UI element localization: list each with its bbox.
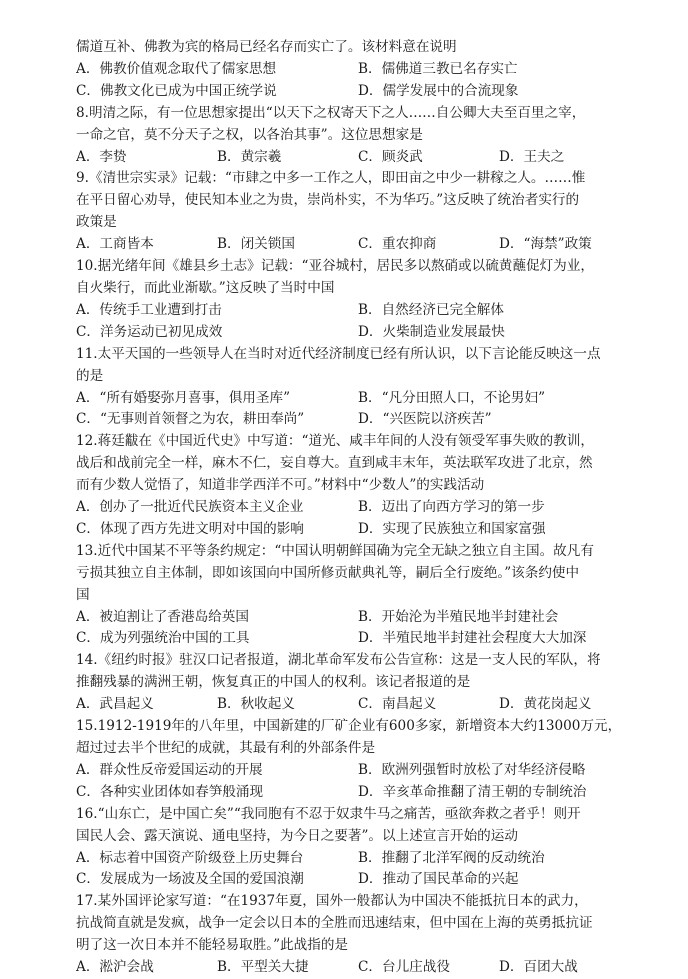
answer-option[interactable]: B．秋收起义 bbox=[217, 696, 295, 713]
question-stem-line: 国民人会、露天演说、通电坚持，为今日之要著”。以上述宣言开始的运动 bbox=[76, 827, 518, 844]
question-stem-line: 在平日留心劝导，使民知本业之为贵，崇尚朴实，不为华巧。”这反映了统治者实行的 bbox=[76, 192, 580, 209]
question-block bbox=[76, 650, 640, 716]
question-block bbox=[76, 541, 640, 651]
question-stem-line: 15.1912-1919年的八年里，中国新建的厂矿企业有600多家，新增资本大约13000万元， bbox=[76, 718, 622, 735]
question-list bbox=[76, 37, 640, 979]
answer-option[interactable]: D．黄花岗起义 bbox=[499, 696, 592, 713]
question-stem-line: 8.明清之际，有一位思想家提出“以天下之权寄天下之人……自公卿大夫至百里之宰， bbox=[76, 104, 586, 121]
answer-option[interactable]: C．“无事则首领督之为农，耕田奉尚” bbox=[76, 411, 305, 428]
answer-option[interactable]: D．“海禁”政策 bbox=[499, 236, 592, 253]
option-row bbox=[76, 388, 640, 410]
option-row bbox=[76, 497, 640, 519]
answer-option[interactable]: D．半殖民地半封建社会程度大大加深 bbox=[358, 630, 587, 647]
option-row bbox=[76, 234, 640, 256]
question-stem-line: 国 bbox=[76, 586, 90, 603]
option-row bbox=[76, 59, 640, 81]
question-stem-line: 13.近代中国某不平等条约规定：“中国认明朝鲜国确为完全无缺之独立自主国。故凡有 bbox=[76, 542, 594, 559]
answer-option[interactable]: C．各种实业团体如春笋般涌现 bbox=[76, 783, 264, 800]
question-stem-line: 12.蒋廷黻在《中国近代史》中写道：“道光、咸丰年间的人没有领受军事失败的教训， bbox=[76, 433, 594, 450]
option-row bbox=[76, 519, 640, 541]
question-stem-line: 推翻残暴的满洲王朝，恢复真正的中国人的权利。该记者报道的是 bbox=[76, 674, 471, 691]
question-block bbox=[76, 37, 640, 103]
answer-option[interactable]: C．重农抑商 bbox=[358, 236, 437, 253]
answer-option[interactable]: C．成为列强统治中国的工具 bbox=[76, 630, 250, 647]
question-stem-line: 儒道互补、佛教为宾的格局已经名存而实亡了。该材料意在说明 bbox=[76, 39, 457, 55]
answer-option[interactable]: B．黄宗羲 bbox=[217, 148, 282, 165]
option-row bbox=[76, 694, 640, 716]
question-stem-line: 10.据光绪年间《雄县乡土志》记载：“亚谷城村，居民多以熬硝或以硫黄蘸促灯为业， bbox=[76, 258, 594, 275]
answer-option[interactable]: D．“兴医院以济疾苦” bbox=[358, 411, 492, 428]
answer-option[interactable]: D．王夫之 bbox=[499, 148, 565, 165]
answer-option[interactable]: B．迈出了向西方学习的第一步 bbox=[358, 499, 545, 516]
question-block bbox=[76, 256, 640, 344]
answer-option[interactable]: B．自然经济已完全解体 bbox=[358, 301, 504, 318]
answer-option[interactable]: B．推翻了北洋军阀的反动统治 bbox=[358, 849, 545, 866]
answer-option[interactable]: A．淞沪会战 bbox=[76, 959, 154, 976]
question-stem-line: 战后和战前完全一样，麻木不仁，妄自尊大。直到咸丰末年，英法联军攻进了北京，然 bbox=[76, 455, 593, 472]
answer-option[interactable]: A．创办了一批近代民族资本主义企业 bbox=[76, 499, 304, 516]
question-block bbox=[76, 891, 640, 979]
question-block bbox=[76, 103, 640, 169]
option-row bbox=[76, 147, 640, 169]
answer-option[interactable]: B．开始沦为半殖民地半封建社会 bbox=[358, 608, 559, 625]
option-row bbox=[76, 607, 640, 629]
option-row bbox=[76, 782, 640, 804]
option-row bbox=[76, 869, 640, 891]
answer-option[interactable]: A．传统手工业遭到打击 bbox=[76, 301, 222, 318]
answer-option[interactable]: A．群众性反帝爱国运动的开展 bbox=[76, 761, 263, 778]
option-row bbox=[76, 81, 640, 103]
answer-option[interactable]: A．武昌起义 bbox=[76, 696, 154, 713]
answer-option[interactable]: B．欧洲列强暂时放松了对华经济侵略 bbox=[358, 761, 586, 778]
answer-option[interactable]: A．工商皆本 bbox=[76, 236, 154, 253]
question-stem-line: 而有少数人觉悟了，知道非学西洋不可。”材料中“少数人”的实践活动 bbox=[76, 477, 485, 494]
question-stem-line: 自火柴行，而此业渐歇。”这反映了当时中国 bbox=[76, 279, 335, 296]
question-stem-line: 9.《清世宗实录》记载：“市肆之中多一工作之人，即田亩之中少一耕稼之人。……惟 bbox=[76, 170, 586, 187]
question-stem-line: 抗战简直就是发疯，战争一定会以日本的全胜而迅速结束，但中国在上海的英勇抵抗证 bbox=[76, 915, 593, 932]
answer-option[interactable]: C．台儿庄战役 bbox=[358, 959, 450, 976]
answer-option[interactable]: A．被迫割让了香港岛给英国 bbox=[76, 608, 249, 625]
question-block bbox=[76, 344, 640, 432]
question-stem-line: 11.太平天国的一些领导人在当时对近代经济制度已经有所认识，以下言论能反映这一点 bbox=[76, 345, 601, 362]
option-row bbox=[76, 300, 640, 322]
answer-option[interactable]: B．“凡分田照人口，不论男妇” bbox=[358, 389, 546, 406]
question-stem-line: 超过过去半个世纪的成就，其最有利的外部条件是 bbox=[76, 740, 376, 756]
question-stem-line: 16.“山东亡，是中国亡矣”“我同胞有不忍于奴隶牛马之痛苦，亟欲奔救之者乎！则开 bbox=[76, 805, 581, 822]
question-stem-line: 政策是 bbox=[76, 214, 117, 231]
answer-option[interactable]: C．体现了西方先进文明对中国的影响 bbox=[76, 520, 304, 537]
answer-option[interactable]: A．李贽 bbox=[76, 148, 127, 165]
answer-option[interactable]: D．火柴制造业发展最快 bbox=[358, 323, 505, 340]
answer-option[interactable]: B．平型关大捷 bbox=[217, 959, 309, 976]
answer-option[interactable]: C．佛教文化已成为中国正统学说 bbox=[76, 82, 277, 99]
option-row bbox=[76, 957, 640, 979]
question-block bbox=[76, 168, 640, 256]
option-row bbox=[76, 848, 640, 870]
question-block bbox=[76, 716, 640, 804]
question-stem-line: 亏损其独立自主体制，即如该国向中国所修贡献典礼等，嗣后全行废绝。”该条约使中 bbox=[76, 564, 580, 581]
question-block bbox=[76, 804, 640, 892]
question-stem-line: 14.《纽约时报》驻汉口记者报道，湖北革命军发布公告宣称：这是一支人民的军队，将 bbox=[76, 652, 601, 669]
answer-option[interactable]: D．辛亥革命推翻了清王朝的专制统治 bbox=[358, 783, 587, 800]
answer-option[interactable]: C．南昌起义 bbox=[358, 696, 437, 713]
answer-option[interactable]: D．推动了国民革命的兴起 bbox=[358, 871, 519, 888]
question-stem-line: 的是 bbox=[76, 367, 104, 384]
answer-option[interactable]: B．闭关锁国 bbox=[217, 236, 295, 253]
option-row bbox=[76, 409, 640, 431]
answer-option[interactable]: C．发展成为一场波及全国的爱国浪潮 bbox=[76, 871, 304, 888]
answer-option[interactable]: B．儒佛道三教已名存实亡 bbox=[358, 60, 518, 77]
answer-option[interactable]: C．洋务运动已初见成效 bbox=[76, 323, 223, 340]
answer-option[interactable]: A．“所有婚娶弥月喜事，俱用圣库” bbox=[76, 389, 291, 406]
answer-option[interactable]: D．儒学发展中的合流现象 bbox=[358, 82, 519, 99]
option-row bbox=[76, 322, 640, 344]
option-row bbox=[76, 760, 640, 782]
answer-option[interactable]: C．顾炎武 bbox=[358, 148, 423, 165]
answer-option[interactable]: A．标志着中国资产阶级登上历史舞台 bbox=[76, 849, 304, 866]
question-stem-line: 17.某外国评论家写道：“在1937年夏，国外一般都认为中国决不能抵抗日本的武力， bbox=[76, 893, 588, 910]
answer-option[interactable]: D．百团大战 bbox=[499, 959, 578, 976]
answer-option[interactable]: A．佛教价值观念取代了儒家思想 bbox=[76, 60, 277, 77]
question-stem-line: 一命之官，莫不分天子之权，以各治其事”。这位思想家是 bbox=[76, 126, 423, 143]
question-stem-line: 明了这一次日本并不能轻易取胜。”此战指的是 bbox=[76, 937, 349, 954]
answer-option[interactable]: D．实现了民族独立和国家富强 bbox=[358, 520, 546, 537]
question-block bbox=[76, 431, 640, 541]
option-row bbox=[76, 628, 640, 650]
